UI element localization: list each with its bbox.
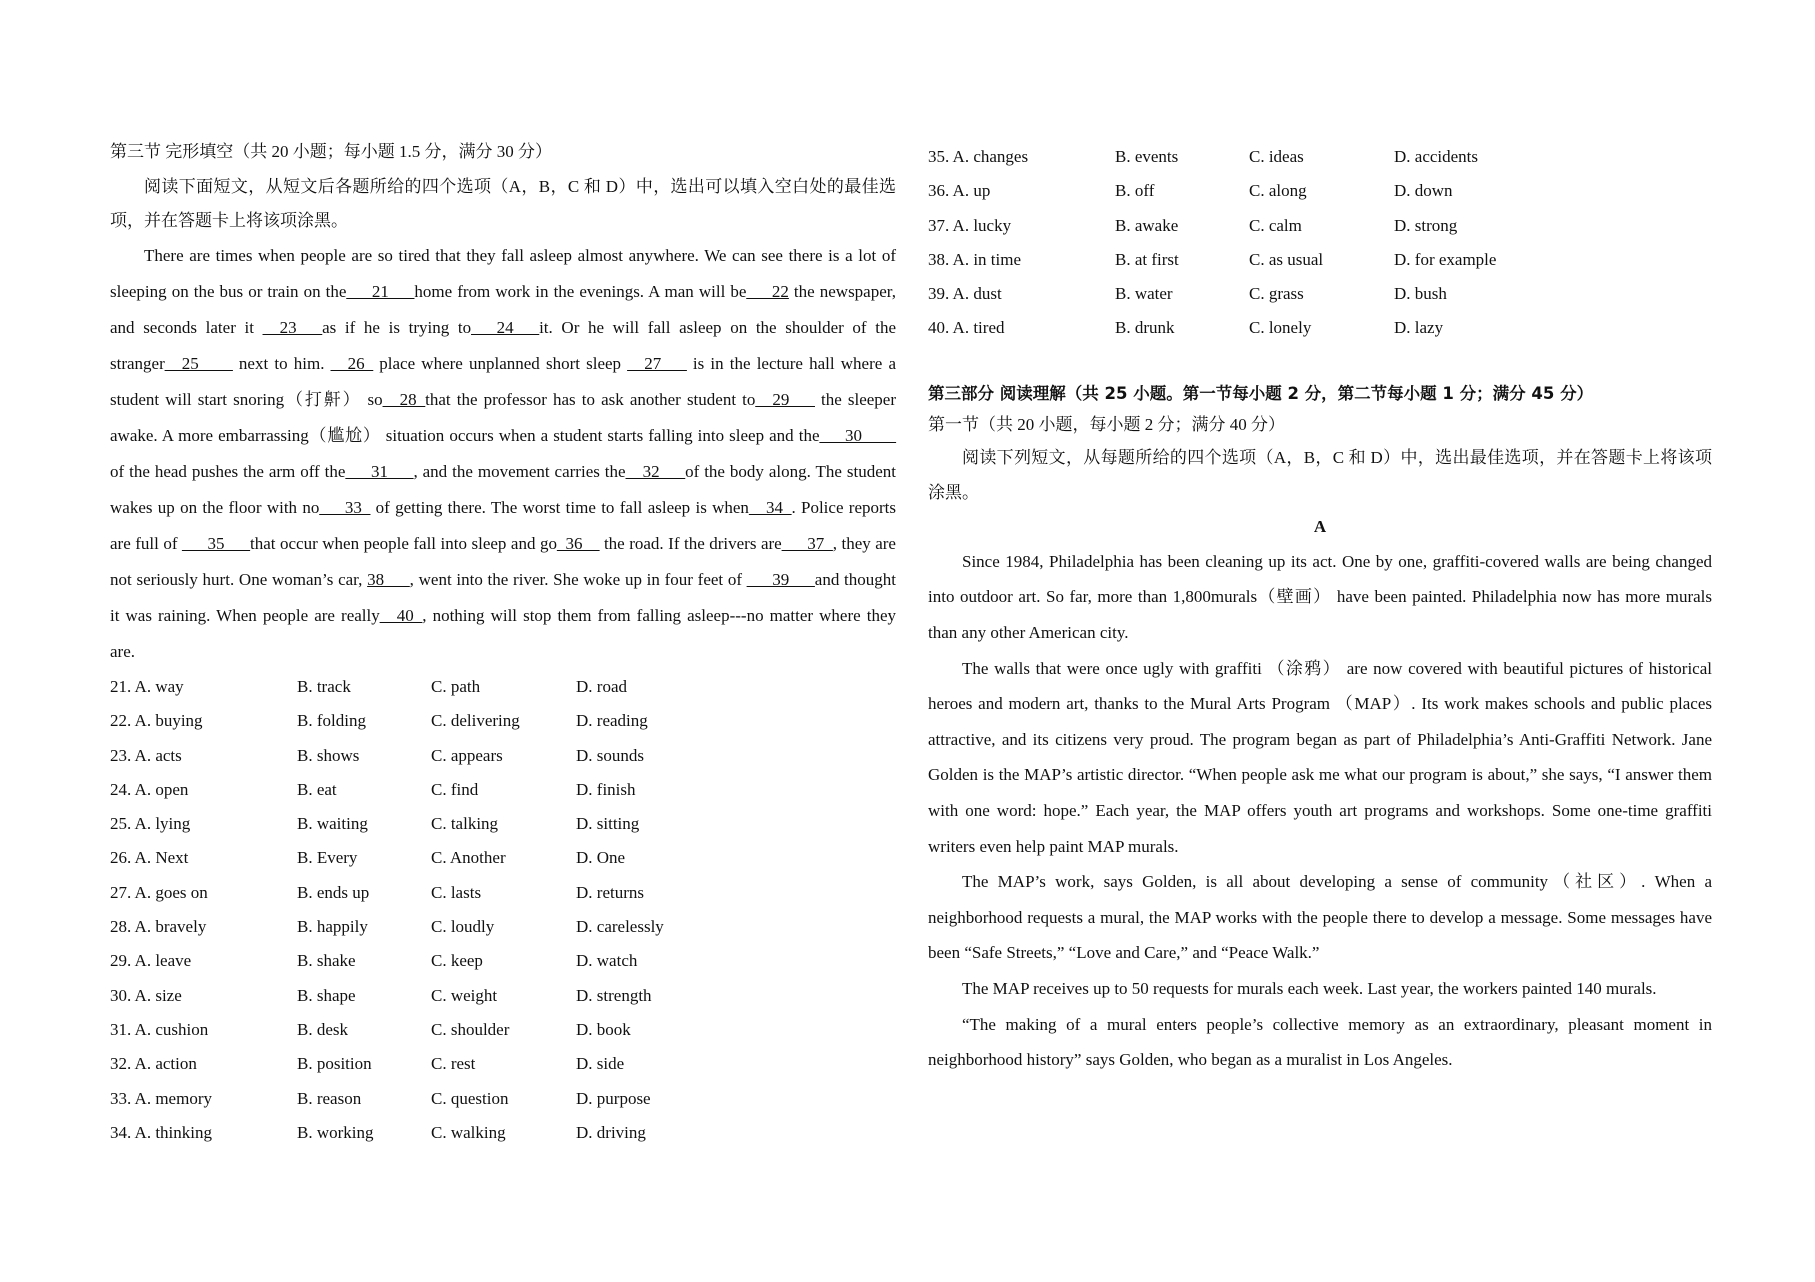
option-d: D. bush	[1394, 284, 1447, 304]
blank: ___37_	[781, 534, 833, 553]
blank: __23___	[262, 318, 323, 337]
option-d: D. strong	[1394, 215, 1458, 235]
option-row	[110, 807, 896, 841]
option-c: C. grass	[1249, 284, 1304, 304]
option-row	[928, 311, 1712, 345]
blank: ___30____	[819, 426, 896, 445]
blank: ___39___	[746, 570, 815, 589]
option-a: 30. A. size	[110, 985, 182, 1005]
option-c: C. weight	[431, 985, 498, 1005]
option-a: 38. A. in time	[928, 249, 1022, 269]
blank: _36__	[556, 534, 600, 553]
passage-text: it. Or he will fall asleep on the shoulder of the stranger	[110, 318, 897, 373]
option-d: D. driving	[576, 1122, 646, 1142]
cloze-instruction: 阅读下面短文，从短文后各题所给的四个选项（A，B，C 和 D）中，选出可以填入空白处的最佳选项，并在答题卡上将该项涂黑。	[110, 177, 896, 230]
option-d: D. carelessly	[576, 917, 664, 937]
option-c: C. lonely	[1249, 318, 1312, 338]
blank: __25____	[164, 354, 233, 373]
passage-text: as if he is trying to	[322, 318, 472, 337]
option-a: 35. A. changes	[928, 147, 1029, 166]
option-a: 29. A. leave	[110, 951, 192, 971]
option-d: D. finish	[576, 779, 636, 799]
option-c: C. ideas	[1249, 147, 1304, 166]
option-b: B. off	[1115, 181, 1155, 201]
option-row	[110, 1082, 896, 1116]
option-a: 33. A. memory	[110, 1088, 212, 1108]
passage-text: home from work in the evenings. A man will be	[414, 282, 747, 301]
blank: ___24___	[471, 318, 540, 337]
reading-paragraph: The MAP’s work, says Golden, is all about developing a sense of community（社区）. When a neighborhood requests a mural, the MAP works with the people there to develop a message. Some messages have been “Safe Streets,” “Love and Care,” and “Peace Walk.”	[928, 872, 1712, 963]
option-row	[928, 209, 1712, 243]
passage-text: next to him.	[232, 354, 331, 373]
blank: __32___	[625, 462, 686, 481]
option-c: C. question	[431, 1088, 509, 1108]
option-row	[928, 243, 1712, 277]
option-b: B. track	[297, 677, 351, 696]
reading-paragraph: The walls that were once ugly with graffiti （涂鸦） are now covered with beautiful pictures of historical heroes and modern art, thanks to the Mural Arts Program （MAP）. Its work makes schools and public places attractive, and its citizens very proud. The program began as part of Philadelphia’s Anti-Graffiti Network. Jane Golden is the MAP’s artistic director. “When people ask me what our program is about,” she says, “I answer them with one word: hope.” Each year, the MAP offers youth art programs and workshops. Some one-time graffiti writers even help paint MAP murals.	[928, 658, 1712, 856]
blank: __29___	[755, 390, 815, 409]
option-a: 39. A. dust	[928, 284, 1002, 304]
option-c: C. rest	[431, 1054, 476, 1074]
passage-text: and thought it was raining. When people are really	[110, 570, 896, 625]
option-a: 28. A. bravely	[110, 917, 207, 937]
left-column	[110, 140, 896, 1150]
cloze-passage	[110, 238, 896, 670]
blank: __28_	[382, 390, 426, 409]
option-c: C. talking	[431, 814, 499, 834]
blank: __26_	[330, 354, 374, 373]
option-d: D. watch	[576, 951, 638, 971]
option-b: B. reason	[297, 1088, 362, 1108]
passage-text: , they are not seriously hurt. One woman’s car,	[110, 534, 896, 589]
option-b: B. working	[297, 1122, 374, 1142]
option-row	[110, 670, 896, 704]
option-row	[110, 704, 896, 738]
option-d: D. One	[576, 848, 626, 868]
option-a: 26. A. Next	[110, 848, 189, 868]
option-d: D. for example	[1394, 249, 1497, 269]
passage-text: , and the movement carries the	[413, 462, 626, 481]
passage-text: that the professor has to ask another student to	[425, 390, 756, 409]
reading-paragraph: “The making of a mural enters people’s collective memory as an extraordinary, pleasant moment in neighborhood history” says Golden, who began as a muralist in Los Angeles.	[928, 1014, 1712, 1070]
option-row	[928, 174, 1712, 208]
passage-text: is in the lecture hall where a student will start snoring（打鼾） so	[110, 354, 896, 409]
option-row	[110, 1013, 896, 1047]
option-a: 27. A. goes on	[110, 882, 208, 902]
option-d: D. lazy	[1394, 318, 1444, 338]
option-c: C. path	[431, 677, 481, 696]
option-a: 34. A. thinking	[110, 1122, 213, 1142]
passage-text: the sleeper awake. A more embarrassing（尴尬） situation occurs when a student starts falling into sleep and the	[110, 390, 897, 445]
option-b: B. shows	[297, 745, 360, 765]
reading-instruction: 阅读下列短文，从每题所给的四个选项（A，B，C 和 D）中，选出最佳选项，并在答题卡上将该项涂黑。	[928, 447, 1712, 502]
option-d: D. sitting	[576, 814, 640, 834]
option-c: C. delivering	[431, 711, 520, 731]
passage-text: of getting there. The worst time to fall asleep is when	[370, 498, 749, 517]
option-a: 31. A. cushion	[110, 1019, 209, 1039]
blank: ___33_	[319, 498, 371, 517]
option-b: B. waiting	[297, 814, 368, 834]
option-d: D. purpose	[576, 1088, 651, 1108]
option-b: B. eat	[297, 779, 337, 799]
passage-text: the road. If the drivers are	[599, 534, 782, 553]
option-row	[110, 876, 896, 910]
blank: ___22	[746, 282, 789, 301]
option-d: D. road	[576, 677, 627, 696]
option-row	[928, 277, 1712, 311]
option-row	[110, 841, 896, 875]
passage-text: of the body along. The student wakes up on the floor with no	[110, 462, 897, 517]
option-d: D. book	[576, 1019, 631, 1039]
option-c: C. along	[1249, 181, 1307, 201]
option-d: D. reading	[576, 711, 648, 731]
option-d: D. down	[1394, 181, 1453, 201]
option-b: B. desk	[297, 1019, 348, 1039]
option-c: C. appears	[431, 745, 503, 765]
option-d: D. side	[576, 1054, 625, 1074]
passage-text: , nothing will stop them from falling asleep---no matter where they are.	[110, 606, 896, 661]
option-b: B. shake	[297, 951, 356, 971]
option-c: C. find	[431, 779, 479, 799]
option-row	[110, 944, 896, 978]
option-b: B. water	[1115, 284, 1173, 304]
reading-paragraph: Since 1984, Philadelphia has been cleaning up its act. One by one, graffiti-covered walls are being changed into outdoor art. So far, more than 1,800murals（壁画） have been painted. Philadelphia now has more murals than any other American city.	[928, 551, 1712, 642]
cloze-options-right	[928, 140, 1712, 346]
option-c: C. walking	[431, 1122, 506, 1142]
option-row	[110, 739, 896, 773]
passage-text: , went into the river. She woke up in four feet of	[409, 570, 747, 589]
option-b: B. happily	[297, 917, 368, 937]
passage-text: that occur when people fall into sleep and go	[250, 534, 557, 553]
option-c: C. calm	[1249, 215, 1302, 235]
option-c: C. shoulder	[431, 1019, 510, 1039]
blank: 38___	[367, 570, 410, 589]
passage-text: . Police reports are full of	[110, 498, 896, 553]
blank: ___21___	[346, 282, 415, 301]
option-b: B. folding	[297, 711, 366, 731]
option-c: C. Another	[431, 848, 506, 868]
option-b: B. Every	[297, 848, 358, 868]
blank: __27___	[627, 354, 687, 373]
option-a: 40. A. tired	[928, 318, 1005, 338]
option-a: 25. A. lying	[110, 814, 191, 834]
reading-part-title: 第三部分 阅读理解（共 25 小题。第一节每小题 2 分，第二节每小题 1 分；满分 45 分）	[928, 383, 1594, 403]
option-d: D. accidents	[1394, 147, 1479, 166]
option-b: B. ends up	[297, 882, 370, 902]
cloze-heading: 第三节 完形填空（共 20 小题；每小题 1.5 分，满分 30 分）	[110, 142, 552, 161]
option-b: B. shape	[297, 985, 356, 1005]
option-a: 32. A. action	[110, 1054, 197, 1074]
blank: __34_	[748, 498, 792, 517]
option-a: 36. A. up	[928, 181, 991, 201]
option-b: B. events	[1115, 147, 1179, 166]
option-c: C. lasts	[431, 882, 482, 902]
option-a: 24. A. open	[110, 779, 189, 799]
option-b: B. at first	[1115, 249, 1179, 269]
option-row	[110, 1047, 896, 1081]
right-column	[928, 140, 1712, 1078]
option-row	[928, 140, 1712, 174]
option-row	[110, 910, 896, 944]
blank: ___35___	[182, 534, 251, 553]
option-row	[110, 1116, 896, 1150]
option-d: D. returns	[576, 882, 644, 902]
passage-text: the newspaper, and seconds later it	[110, 282, 897, 337]
blank: ___31___	[345, 462, 414, 481]
option-b: B. awake	[1115, 215, 1179, 235]
option-row	[110, 979, 896, 1013]
option-c: C. loudly	[431, 917, 495, 937]
passage-letter: A	[1313, 516, 1327, 536]
passage-text: There are times when people are so tired that they fall asleep almost anywhere. We can see there is a lot of sleeping on the bus or train on the	[110, 246, 896, 301]
option-a: 21. A. way	[110, 677, 184, 696]
option-d: D. strength	[576, 985, 652, 1005]
passage-text: place where unplanned short sleep	[373, 354, 628, 373]
passage-text: of the head pushes the arm off the	[110, 462, 346, 481]
option-a: 23. A. acts	[110, 745, 182, 765]
option-b: B. drunk	[1115, 318, 1175, 338]
option-a: 22. A. buying	[110, 711, 203, 731]
reading-section-title: 第一节（共 20 小题，每小题 2 分；满分 40 分）	[928, 414, 1285, 434]
option-c: C. keep	[431, 951, 483, 971]
reading-passage	[928, 544, 1712, 1078]
blank: __40_	[379, 606, 423, 625]
option-a: 37. A. lucky	[928, 215, 1012, 235]
option-c: C. as usual	[1249, 249, 1324, 269]
option-b: B. position	[297, 1054, 372, 1074]
reading-paragraph: The MAP receives up to 50 requests for murals each week. Last year, the workers painted 140 murals.	[962, 978, 1657, 998]
option-d: D. sounds	[576, 745, 645, 765]
option-row	[110, 773, 896, 807]
cloze-options-left	[110, 670, 896, 1150]
